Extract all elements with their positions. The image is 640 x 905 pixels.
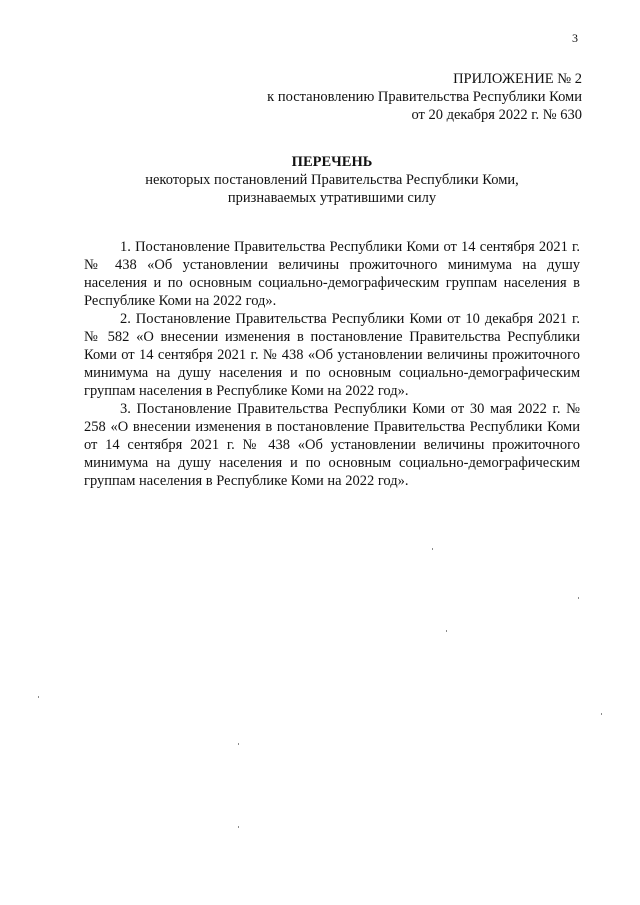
title-subtitle-line-1: некоторых постановлений Правительства Республики Коми, (145, 172, 519, 188)
appendix-resolution-date: от 20 декабря 2022 г. № 630 (411, 107, 582, 123)
page-number: 3 (572, 31, 578, 45)
list-item: 3. Постановление Правительства Республики Коми от 30 мая 2022 г. № 258 «О внесении изменения в постановление Правительства Республики Коми от 14 сентября 2021 г. № 438 «Об установлении величины прожиточного минимума на душу населения и по основным социально-демографическим группам населения в Республике Коми на 2022 год». (84, 401, 580, 489)
scan-artifact (601, 713, 602, 715)
list-item: 1. Постановление Правительства Республики Коми от 14 сентября 2021 г. № 438 «Об установлении величины прожиточного минимума на душу населения и по основным социально-демографическим группам населения в Республике Коми на 2022 год». (84, 239, 580, 309)
appendix-resolution-ref: к постановлению Правительства Республики Коми (267, 89, 582, 105)
appendix-number: ПРИЛОЖЕНИЕ № 2 (453, 71, 582, 87)
scan-artifact (432, 548, 433, 550)
document-title (84, 153, 580, 207)
list-item: 2. Постановление Правительства Республики Коми от 10 декабря 2021 г. № 582 «О внесении изменения в постановление Правительства Республики Коми от 14 сентября 2021 г. № 438 «Об установлении величины прожиточного минимума на душу населения и по основным социально-демографическим группам населения в Республике Коми на 2022 год». (84, 311, 580, 399)
appendix-header (222, 70, 582, 124)
scan-artifact (446, 630, 447, 632)
scan-artifact (238, 743, 239, 745)
scan-artifact (578, 597, 579, 599)
title-main: ПЕРЕЧЕНЬ (291, 154, 373, 170)
scan-artifact (238, 826, 239, 828)
resolutions-list (84, 238, 580, 490)
scan-artifact (38, 696, 39, 698)
title-subtitle-line-2: признаваемых утратившими силу (227, 190, 437, 206)
